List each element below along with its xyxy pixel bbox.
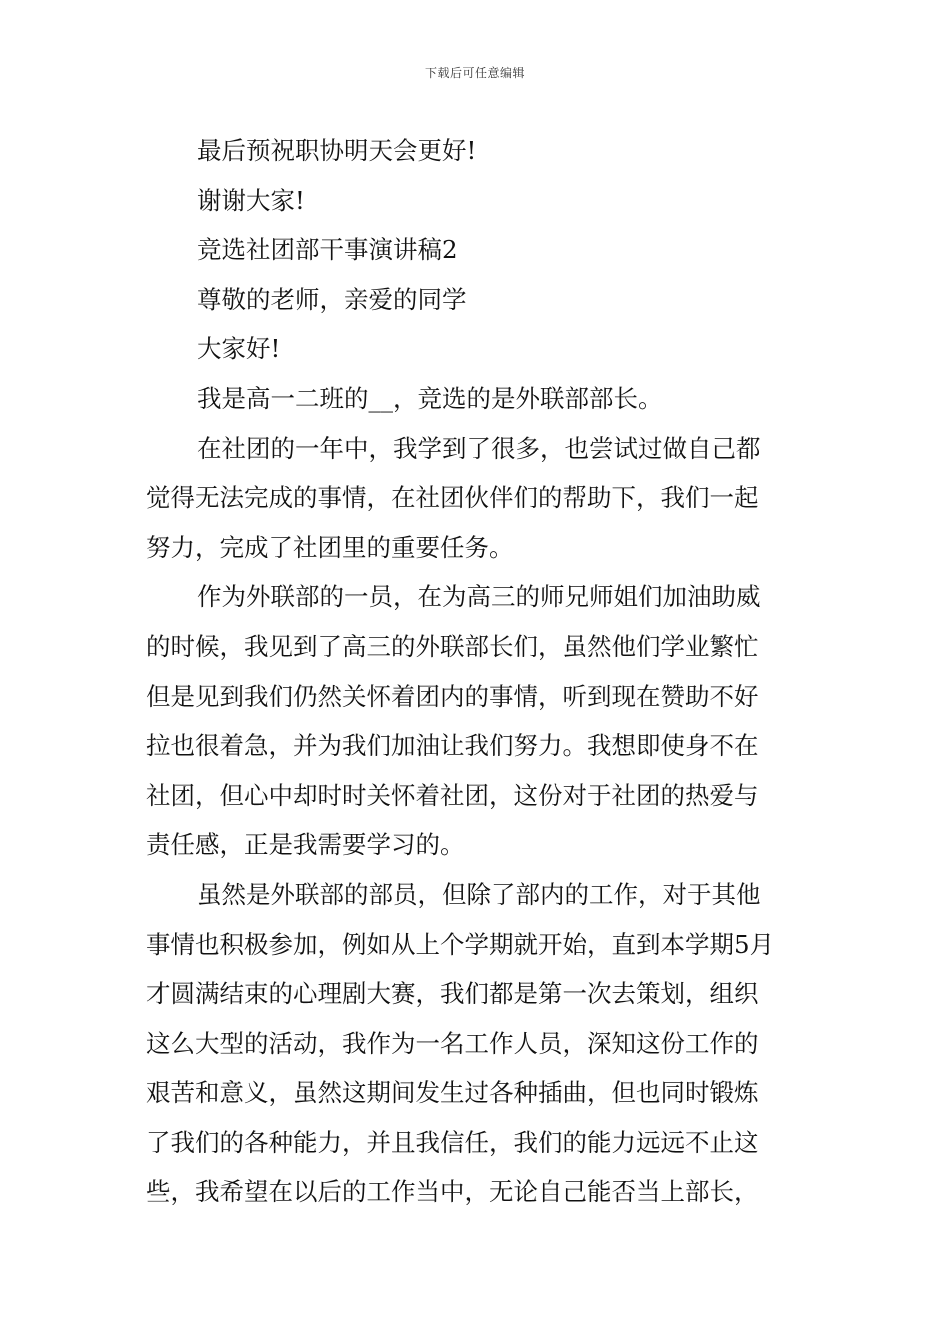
page-header: 下载后可任意编辑 — [424, 66, 525, 80]
text-line: 些，我希望在以后的工作当中，无论自己能否当上部长， — [146, 1177, 759, 1207]
text-line: 事情也积极参加，例如从上个学期就开始，直到本学期5月 — [146, 929, 775, 959]
text-line: 责任感，正是我需要学习的。 — [146, 830, 465, 860]
document-body — [146, 126, 810, 1217]
text-line: 的时候，我见到了高三的外联部长们，虽然他们学业繁忙 — [146, 631, 759, 661]
text-line: 尊敬的老师，亲爱的同学 — [197, 284, 467, 314]
text-line: 大家好! — [197, 334, 281, 364]
text-line: 拉也很着急，并为我们加油让我们努力。我想即使身不在 — [146, 731, 759, 761]
text-line: 最后预祝职协明天会更好! — [197, 136, 477, 165]
text-line: 觉得无法完成的事情，在社团伙伴们的帮助下，我们一起 — [146, 483, 759, 513]
text-line: 努力，完成了社团里的重要任务。 — [146, 532, 514, 562]
text-line: 但是见到我们仍然关怀着团内的事情，听到现在赞助不好 — [146, 681, 759, 711]
paragraph-start: 虽然是外联部的部员，但除了部内的工作，对于其他 — [197, 879, 761, 909]
text-line: 我是高一二班的__，竞选的是外联部部长。 — [197, 383, 663, 413]
paragraph-start: 在社团的一年中，我学到了很多，也尝试过做自己都 — [197, 433, 761, 463]
text-line: 竞选社团部干事演讲稿2 — [197, 235, 458, 265]
paragraph-start: 作为外联部的一员，在为高三的师兄师姐们加油助威 — [197, 582, 761, 612]
text-line: 艰苦和意义，虽然这期间发生过各种插曲，但也同时锻炼 — [146, 1078, 759, 1108]
text-line: 社团，但心中却时时关怀着社团，这份对于社团的热爱与 — [146, 780, 759, 810]
text-line: 谢谢大家! — [197, 185, 305, 215]
text-line: 才圆满结束的心理剧大赛，我们都是第一次去策划，组织 — [146, 979, 759, 1009]
text-line: 这么大型的活动，我作为一名工作人员，深知这份工作的 — [146, 1028, 759, 1058]
text-line: 了我们的各种能力，并且我信任，我们的能力远远不止这 — [146, 1127, 759, 1157]
